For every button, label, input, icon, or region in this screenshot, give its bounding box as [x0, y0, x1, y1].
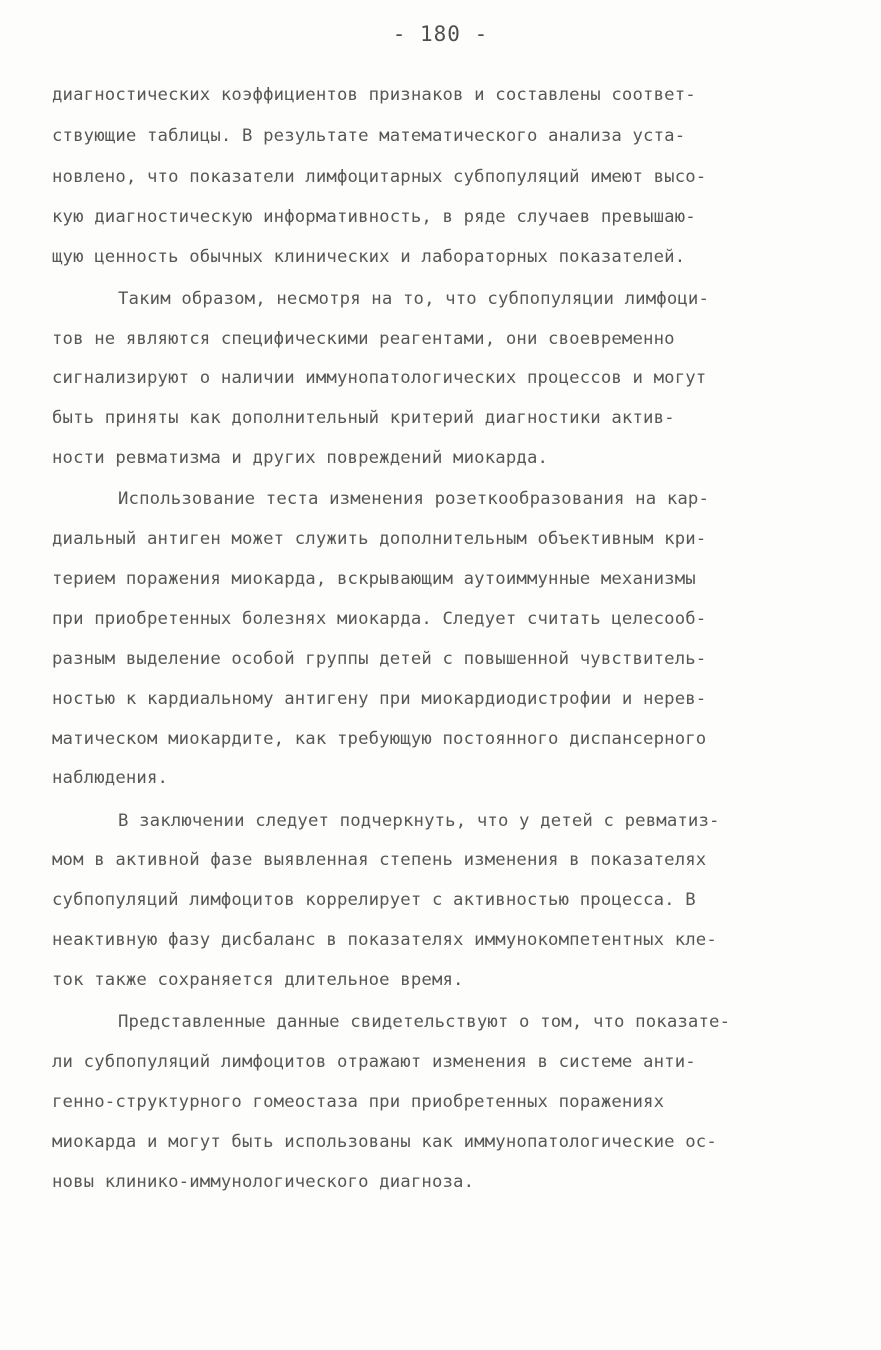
- text-line: В заключении следует подчеркнуть, что у детей с ревматиз-: [118, 811, 720, 831]
- text-line: генно-структурного гомеостаза при приобретенных поражениях: [52, 1092, 665, 1112]
- text-line: кую диагностическую информативность, в ряде случаев превышаю-: [52, 207, 696, 227]
- text-line: ток также сохраняется длительное время.: [52, 970, 464, 990]
- text-line: матическом миокардите, как требующую постоянного диспансерного: [52, 729, 707, 749]
- text-line: ности ревматизма и других повреждений миокарда.: [52, 448, 549, 468]
- text-line: новы клинико-иммунологического диагноза.: [52, 1172, 475, 1192]
- text-line: ностью к кардиальному антигену при миокардиодистрофии и нерев-: [52, 689, 707, 709]
- text-line: сигнализируют о наличии иммунопатологических процессов и могут: [52, 368, 707, 388]
- text-line: новлено, что показатели лимфоцитарных субпопуляций имеют высо-: [52, 167, 707, 187]
- text-line: ли субпопуляций лимфоцитов отражают изменения в системе анти-: [52, 1052, 696, 1072]
- text-line: разным выделение особой группы детей с повышенной чувствитель-: [52, 649, 707, 669]
- text-line: неактивную фазу дисбаланс в показателях иммунокомпетентных кле-: [52, 930, 717, 950]
- text-line: быть приняты как дополнительный критерий диагностики актив-: [52, 408, 675, 428]
- text-line: при приобретенных болезнях миокарда. Следует считать целесооб-: [52, 609, 707, 629]
- page-number: - 180 -: [392, 22, 489, 46]
- text-line: ствующие таблицы. В результате математического анализа уста-: [52, 126, 686, 146]
- text-line: щую ценность обычных клинических и лабораторных показателей.: [52, 247, 686, 267]
- text-line: наблюдения.: [52, 768, 169, 788]
- text-line: Использование теста изменения розеткообразования на кар-: [118, 489, 710, 509]
- text-line: Таким образом, несмотря на то, что субпопуляции лимфоци-: [118, 289, 710, 309]
- text-line: диальный антиген может служить дополнительным объективным кри-: [52, 529, 707, 549]
- text-line: диагностических коэффициентов признаков и составлены соответ-: [52, 85, 696, 105]
- text-line: терием поражения миокарда, вскрывающим аутоиммунные механизмы: [52, 569, 696, 589]
- text-line: Представленные данные свидетельствуют о том, что показате-: [118, 1012, 731, 1032]
- text-line: субпопуляций лимфоцитов коррелирует с активностью процесса. В: [52, 890, 696, 910]
- text-line: миокарда и могут быть использованы как иммунопатологические ос-: [52, 1132, 717, 1152]
- text-line: тов не являются специфическими реагентами, они своевременно: [52, 329, 675, 349]
- text-line: мом в активной фазе выявленная степень изменения в показателях: [52, 850, 707, 870]
